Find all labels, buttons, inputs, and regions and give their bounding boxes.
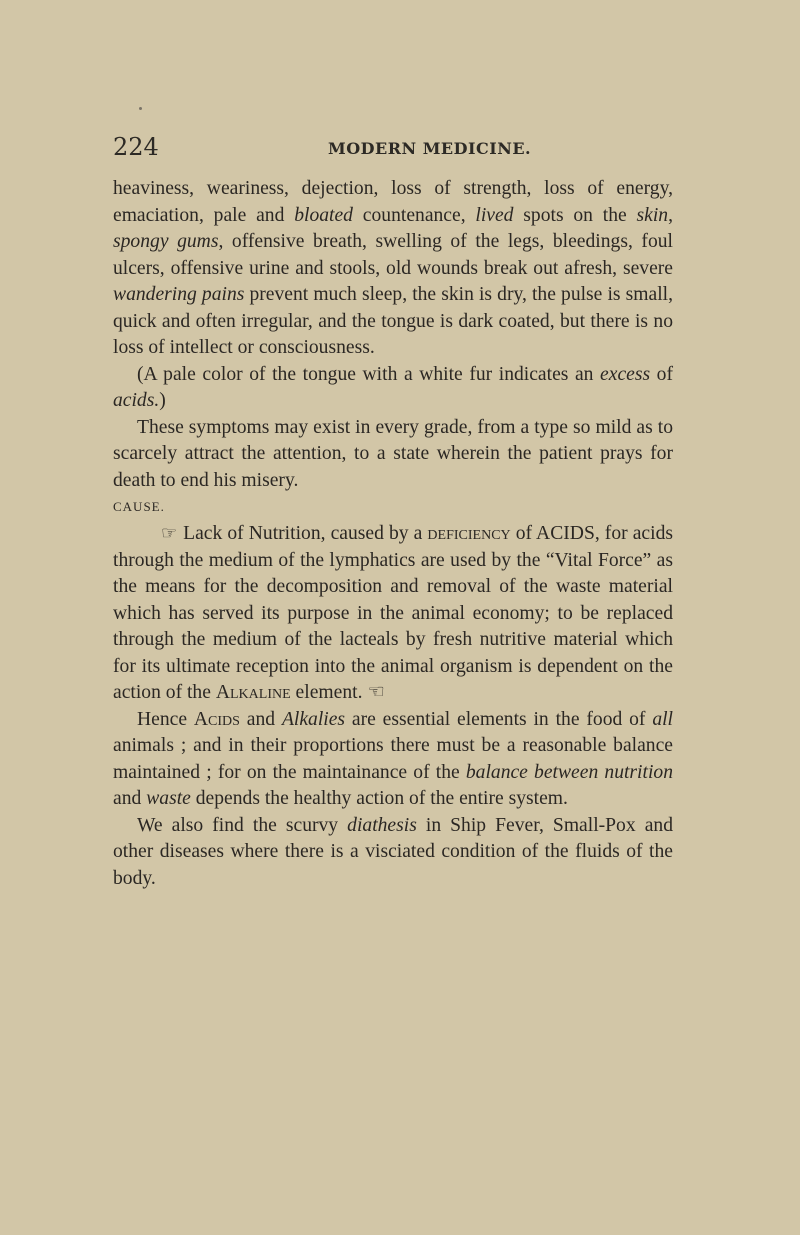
body-text [113,176,673,892]
balance-paragraph: Hence Acids and Alkalies are essential elements in the food of all animals ; and in their proportions there must be a reasonable balance maintained ; for on the maintainance of the balance between nutrition and waste depends the healthy action of the entire system. [113,708,673,809]
cause-heading: CAUSE. [113,499,165,514]
grade-paragraph: These symptoms may exist in every grade, from a type so mild as to scarcely attract the attention, to a state wherein the patient prays for death to end his misery. [113,416,673,491]
symptoms-paragraph: heaviness, weariness, dejection, loss of strength, loss of energy, emaciation, pale and bloated countenance, lived spots on the skin, spongy gums, offensive breath, swelling of the legs, bleedings, foul ulcers, offensive urine and stools, old wounds break out afresh, severe wandering pains prevent much sleep, the skin is dry, the pulse is small, quick and often irregular, and the tongue is dark coated, but there is no loss of intellect or consciousness. [113,178,673,358]
pointing-hand-icon: ☞ [161,523,178,543]
cause-paragraph: ☞ Lack of Nutrition, caused by a deficiency of ACIDS, for acids through the medium of the lymphatics are used by the “Vital Force” as the means for the decomposition and removal of the waste material which has served its purpose in the animal economy; to be replaced through the medium of the lacteals by fresh nutritive material which for its ultimate reception into the animal organism is dependent on the action of the Alkaline element. ☜ [113,520,673,707]
running-head: MODERN MEDICINE. [328,139,532,158]
page-header [113,133,673,163]
page-number: 224 [113,133,159,161]
tongue-note-paragraph: (A pale color of the tongue with a white fur indicates an excess of acids.) [113,363,673,411]
diathesis-paragraph: We also find the scurvy diathesis in Ship Fever, Small-Pox and other diseases where there is a visciated condition of the fluids of the body. [113,814,673,889]
page-speck [139,107,142,110]
pointing-hand-end-icon: ☜ [367,682,385,703]
